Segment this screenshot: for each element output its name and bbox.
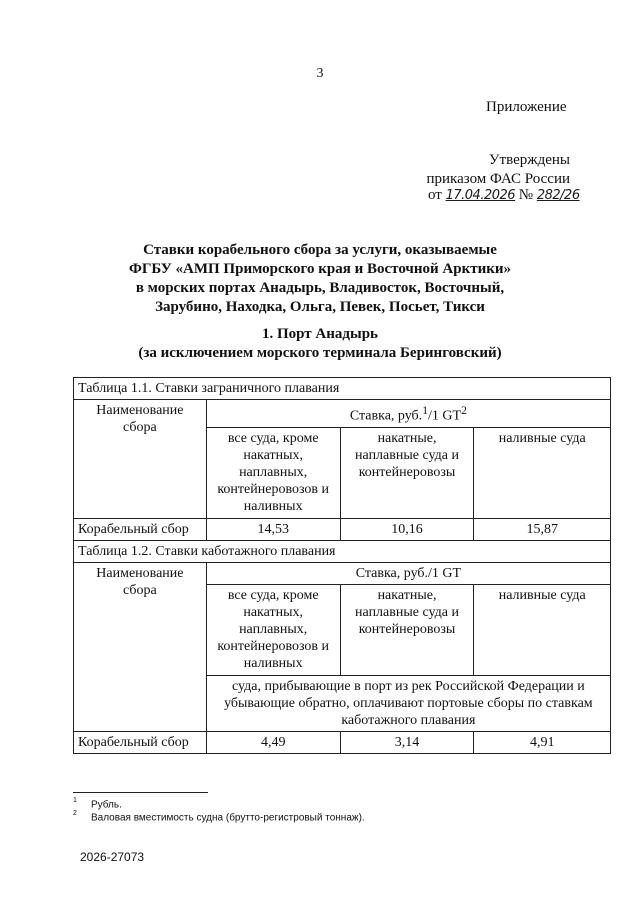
rate-value: 14,53 [206, 518, 340, 540]
footnote-text: Рубль. [91, 799, 122, 811]
rate-value: 15,87 [474, 518, 611, 540]
footnote-ref-2: 2 [461, 404, 467, 417]
column-header: наливные суда [474, 585, 611, 676]
document-id: 2026-27073 [80, 850, 145, 864]
title-line2: ФГБУ «АМП Приморского края и Восточной Арктики» [128, 261, 512, 277]
date-prefix: от [428, 187, 442, 203]
rate-value: 4,49 [206, 732, 340, 754]
rate-header-unit: /1 GT [428, 408, 462, 424]
document-title [60, 241, 580, 317]
rate-header [206, 400, 610, 428]
table-caption: Таблица 1.2. Ставки каботажного плавания [74, 541, 611, 563]
title-line1: Ставки корабельного сбора за услуги, оказываемые [143, 242, 497, 258]
column-header: все суда, кроме накатных, наплавных, контейнеровозов и наливных [206, 427, 340, 518]
row-label: Корабельный сбор [74, 732, 207, 754]
approval-line2: приказом ФАС России [426, 171, 570, 187]
rate-value: 4,91 [474, 732, 611, 754]
footnote-mark: 1 [73, 797, 77, 804]
rate-header: Ставка, руб./1 GT [206, 563, 610, 585]
column-header: наливные суда [474, 427, 611, 518]
appendix-label: Приложение [486, 99, 567, 115]
section-line1: 1. Порт Анадырь [262, 326, 378, 342]
name-header: Наименование сбора [74, 400, 207, 519]
section-line2: (за исключением морского терминала Беринговский) [138, 345, 502, 361]
page-number: 3 [316, 66, 324, 81]
rate-value: 3,14 [340, 732, 474, 754]
rate-header-main: Ставка, руб. [349, 408, 423, 424]
table-coastal-navigation [73, 540, 611, 754]
column-header: накатные, наплавные суда и контейнеровозы [340, 585, 474, 676]
footnote-ref-1: 1 [422, 404, 429, 417]
column-header: все суда, кроме накатных, наплавных, контейнеровозов и наливных [206, 585, 340, 676]
handwritten-number: 282/26 [536, 188, 580, 203]
approval-block [420, 151, 570, 189]
section-heading [60, 325, 580, 363]
title-line4: Зарубино, Находка, Ольга, Певек, Посьет, Тикси [155, 299, 485, 315]
footnote-separator [73, 792, 208, 793]
river-vessels-note: суда, прибывающие в порт из рек Российской Федерации и убывающие обратно, оплачивают портовые сборы по ставкам каботажного плавания [206, 676, 610, 732]
rate-value: 10,16 [340, 518, 474, 540]
table-foreign-navigation [73, 377, 611, 541]
handwritten-date: 17.04.2026 [445, 188, 516, 203]
footnote-text: Валовая вместимость судна (брутто-регистровый тоннаж). [91, 812, 365, 824]
footnote-mark: 2 [73, 810, 77, 817]
column-header: накатные, наплавные суда и контейнеровозы [340, 427, 474, 518]
table-caption: Таблица 1.1. Ставки заграничного плавания [74, 378, 611, 400]
footnote-2 [73, 811, 365, 823]
approval-line1: Утверждены [488, 152, 570, 168]
footnote-1 [73, 798, 122, 810]
number-sign: № [518, 187, 534, 203]
title-line3: в морских портах Анадырь, Владивосток, Восточный, [135, 280, 505, 296]
row-label: Корабельный сбор [74, 518, 207, 540]
name-header: Наименование сбора [74, 563, 207, 732]
order-date-number [428, 187, 580, 204]
